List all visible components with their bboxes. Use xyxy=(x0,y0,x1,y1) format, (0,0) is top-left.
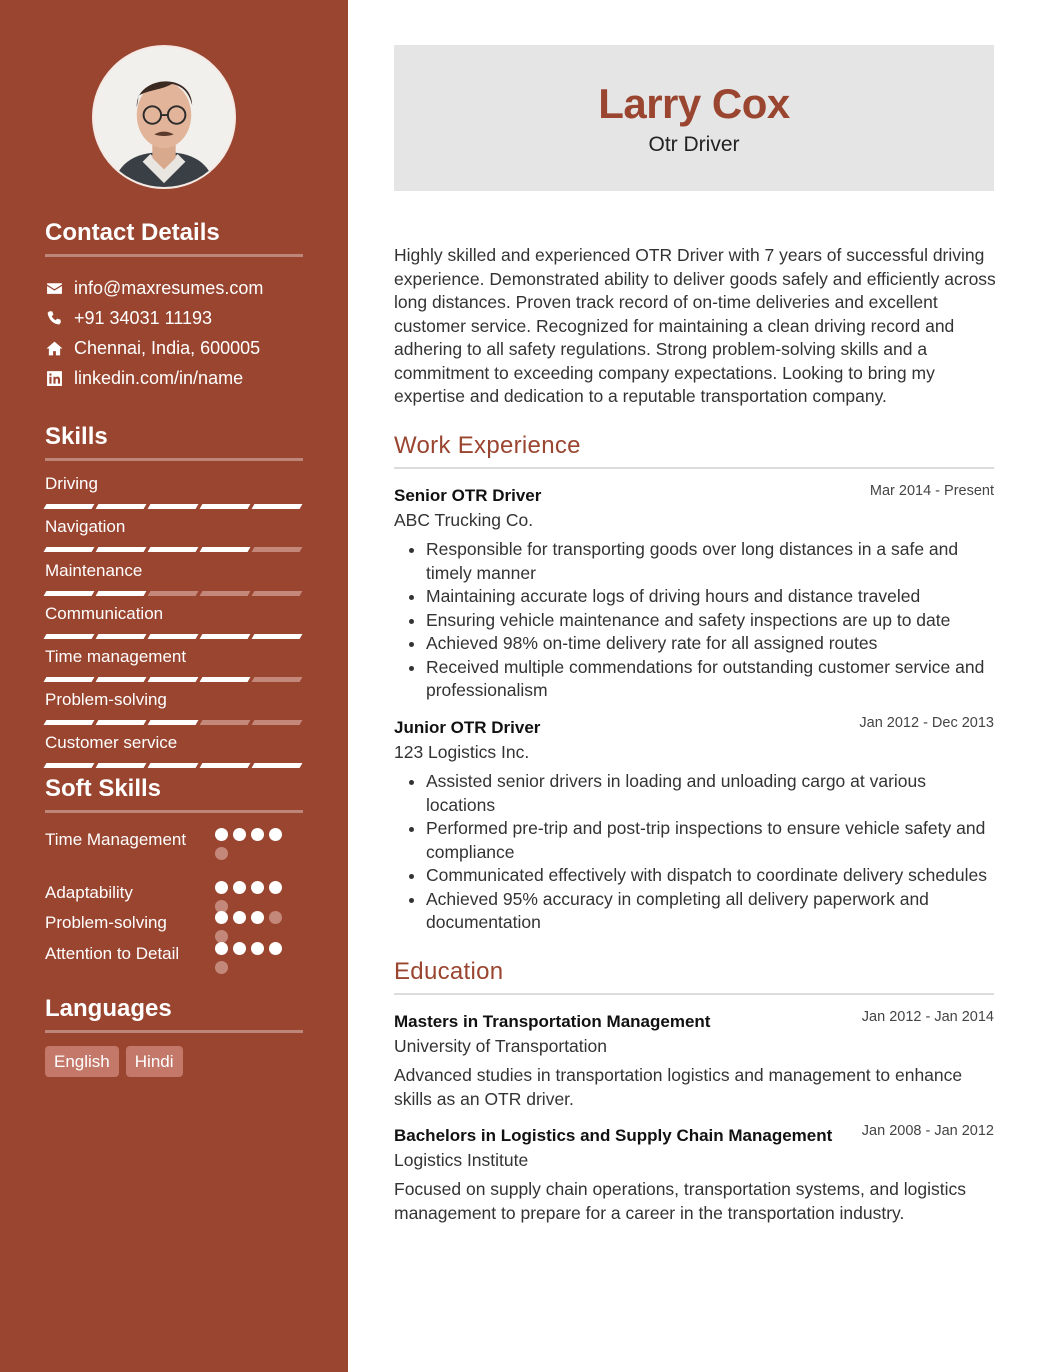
soft-skill-name: Time Management xyxy=(45,830,187,849)
skill-level-segment xyxy=(44,547,95,552)
rating-dot xyxy=(215,911,228,924)
soft-skill-rating xyxy=(215,911,289,943)
education-dates: Jan 2012 - Jan 2014 xyxy=(861,1009,994,1025)
contact-email[interactable] xyxy=(45,276,263,300)
rating-dot xyxy=(269,881,282,894)
rating-dot xyxy=(251,911,264,924)
soft-skills-heading: Soft Skills xyxy=(45,776,303,813)
skill-name: Communication xyxy=(45,604,164,623)
phone-icon xyxy=(45,309,63,327)
rating-dot xyxy=(215,881,228,894)
skill-level-bar xyxy=(45,763,303,768)
job-bullet: • Assisted senior drivers in loading and unloading cargo at various locations xyxy=(426,770,994,817)
skill-item xyxy=(45,647,303,682)
skill-level-bar xyxy=(45,677,303,682)
soft-skill-name: Attention to Detail xyxy=(45,944,180,963)
skill-level-segment xyxy=(200,677,251,682)
address-text: Chennai, India, 600005 xyxy=(74,337,261,358)
rating-dot xyxy=(233,828,246,841)
skill-level-bar xyxy=(45,720,303,725)
skill-level-segment xyxy=(252,763,303,768)
skill-item xyxy=(45,604,303,639)
phone-text: +91 34031 11193 xyxy=(74,307,212,328)
soft-skill-item xyxy=(45,828,303,851)
summary-text: Highly skilled and experienced OTR Driver with 7 years of successful driving experience. Demonstrated ability to deliver goods safely and efficiently across long distances. Proven track record of on-time deliveries and excellent customer service. Recognized for maintaining a clean driving record and adhering to all safety regulations. Strong problem-solving skills and a commitment to exceeding company expectations. Looking to bring my expertise and dedication to a reputable transportation company. xyxy=(394,245,996,406)
skill-level-segment xyxy=(96,720,147,725)
job-title: Junior OTR Driver xyxy=(394,718,541,737)
job-dates: Mar 2014 - Present xyxy=(869,483,994,499)
rating-dot xyxy=(269,828,282,841)
contact-linkedin[interactable] xyxy=(45,366,243,390)
skill-level-segment xyxy=(44,763,95,768)
job-bullets xyxy=(394,770,994,935)
skill-level-segment xyxy=(148,504,199,509)
job-bullet: • Maintaining accurate logs of driving hours and distance traveled xyxy=(426,585,994,609)
skill-level-segment xyxy=(96,547,147,552)
job-bullet: • Achieved 98% on-time delivery rate for all assigned routes xyxy=(426,632,994,656)
home-icon xyxy=(45,339,63,357)
soft-skill-rating xyxy=(215,828,289,860)
languages-heading: Languages xyxy=(45,996,303,1033)
skill-level-segment xyxy=(96,677,147,682)
resume-header xyxy=(394,45,994,191)
skill-name: Customer service xyxy=(45,733,178,752)
skill-name: Problem-solving xyxy=(45,690,167,709)
contact-phone[interactable] xyxy=(45,306,212,330)
rating-dot xyxy=(251,881,264,894)
skill-level-bar xyxy=(45,504,303,509)
school-name: Logistics Institute xyxy=(394,1150,529,1170)
skill-level-segment xyxy=(200,634,251,639)
skill-level-segment xyxy=(252,504,303,509)
rating-dot xyxy=(233,911,246,924)
job-bullet: • Communicated effectively with dispatch to coordinate delivery schedules xyxy=(426,864,994,888)
skill-level-segment xyxy=(148,720,199,725)
linkedin-icon xyxy=(45,369,63,387)
skill-level-segment xyxy=(252,720,303,725)
languages-list xyxy=(45,1046,183,1077)
degree-name: Masters in Transportation Management xyxy=(394,1012,711,1031)
education-entry xyxy=(394,1125,994,1225)
rating-dot xyxy=(215,961,228,974)
soft-skill-name: Adaptability xyxy=(45,883,133,902)
skill-level-segment xyxy=(252,634,303,639)
job-bullet: • Responsible for transporting goods over long distances in a safe and timely manner xyxy=(426,538,994,585)
job-dates: Jan 2012 - Dec 2013 xyxy=(859,715,994,731)
skill-level-segment xyxy=(96,763,147,768)
skills-heading: Skills xyxy=(45,424,303,461)
rating-dot xyxy=(215,847,228,860)
rating-dot xyxy=(251,828,264,841)
degree-name: Bachelors in Logistics and Supply Chain Management xyxy=(394,1126,833,1145)
company-name: 123 Logistics Inc. xyxy=(394,742,530,762)
rating-dot xyxy=(233,942,246,955)
skill-level-segment xyxy=(96,591,147,596)
soft-skill-name: Problem-solving xyxy=(45,913,167,932)
skill-name: Driving xyxy=(45,474,98,493)
candidate-title: Otr Driver xyxy=(648,133,740,156)
skill-level-bar xyxy=(45,547,303,552)
skill-level-bar xyxy=(45,591,303,596)
skill-level-segment xyxy=(44,591,95,596)
soft-skill-rating xyxy=(215,881,289,913)
school-name: University of Transportation xyxy=(394,1036,608,1056)
education-description: Advanced studies in transportation logistics and management to enhance skills as an OTR driver. xyxy=(394,1065,963,1109)
rating-dot xyxy=(269,942,282,955)
language-tag: Hindi xyxy=(126,1046,183,1077)
skill-level-segment xyxy=(200,547,251,552)
work-entry xyxy=(394,485,994,703)
rating-dot xyxy=(215,828,228,841)
skill-name: Navigation xyxy=(45,517,126,536)
skill-level-segment xyxy=(200,504,251,509)
education-dates: Jan 2008 - Jan 2012 xyxy=(861,1123,994,1139)
education-heading: Education xyxy=(394,959,994,995)
skill-level-segment xyxy=(148,591,199,596)
soft-skill-rating xyxy=(215,942,289,974)
skill-level-segment xyxy=(148,634,199,639)
skill-level-bar xyxy=(45,634,303,639)
skill-level-segment xyxy=(148,677,199,682)
sidebar xyxy=(0,0,348,1372)
soft-skill-item xyxy=(45,911,303,934)
skill-item xyxy=(45,733,303,768)
skill-item xyxy=(45,474,303,509)
skill-level-segment xyxy=(148,547,199,552)
email-text: info@maxresumes.com xyxy=(74,277,264,298)
skill-level-segment xyxy=(96,634,147,639)
skill-item xyxy=(45,690,303,725)
work-experience-heading: Work Experience xyxy=(394,433,994,469)
skill-name: Time management xyxy=(45,647,187,666)
skill-name: Maintenance xyxy=(45,561,143,580)
skill-level-segment xyxy=(252,677,303,682)
education-entry xyxy=(394,1011,994,1111)
work-entry xyxy=(394,717,994,935)
language-tag: English xyxy=(45,1046,119,1077)
job-bullets xyxy=(394,538,994,703)
skill-level-segment xyxy=(96,504,147,509)
job-bullet: • Received multiple commendations for outstanding customer service and professionalism xyxy=(426,656,994,703)
company-name: ABC Trucking Co. xyxy=(394,510,534,530)
skill-level-segment xyxy=(148,763,199,768)
skill-level-segment xyxy=(44,504,95,509)
skill-item xyxy=(45,517,303,552)
profile-photo xyxy=(92,45,236,189)
linkedin-text: linkedin.com/in/name xyxy=(74,367,244,388)
skill-level-segment xyxy=(44,720,95,725)
rating-dot xyxy=(215,942,228,955)
skill-level-segment xyxy=(44,634,95,639)
job-title: Senior OTR Driver xyxy=(394,486,542,505)
job-bullet: • Performed pre-trip and post-trip inspections to ensure vehicle safety and compliance xyxy=(426,817,994,864)
skill-level-segment xyxy=(44,677,95,682)
skill-level-segment xyxy=(252,591,303,596)
rating-dot xyxy=(251,942,264,955)
education-description: Focused on supply chain operations, transportation systems, and logistics management to prepare for a career in the transportation industry. xyxy=(394,1179,966,1223)
contact-heading: Contact Details xyxy=(45,220,303,257)
skill-level-segment xyxy=(200,720,251,725)
job-bullet: • Ensuring vehicle maintenance and safety inspections are up to date xyxy=(426,609,994,633)
rating-dot xyxy=(233,881,246,894)
job-bullet: • Achieved 95% accuracy in completing all delivery paperwork and documentation xyxy=(426,888,994,935)
rating-dot xyxy=(269,911,282,924)
candidate-name: Larry Cox xyxy=(598,80,790,127)
skill-level-segment xyxy=(200,591,251,596)
skill-level-segment xyxy=(252,547,303,552)
skill-item xyxy=(45,561,303,596)
envelope-icon xyxy=(45,279,63,297)
soft-skill-item xyxy=(45,942,303,965)
soft-skill-item xyxy=(45,881,303,904)
contact-address xyxy=(45,336,260,360)
skill-level-segment xyxy=(200,763,251,768)
